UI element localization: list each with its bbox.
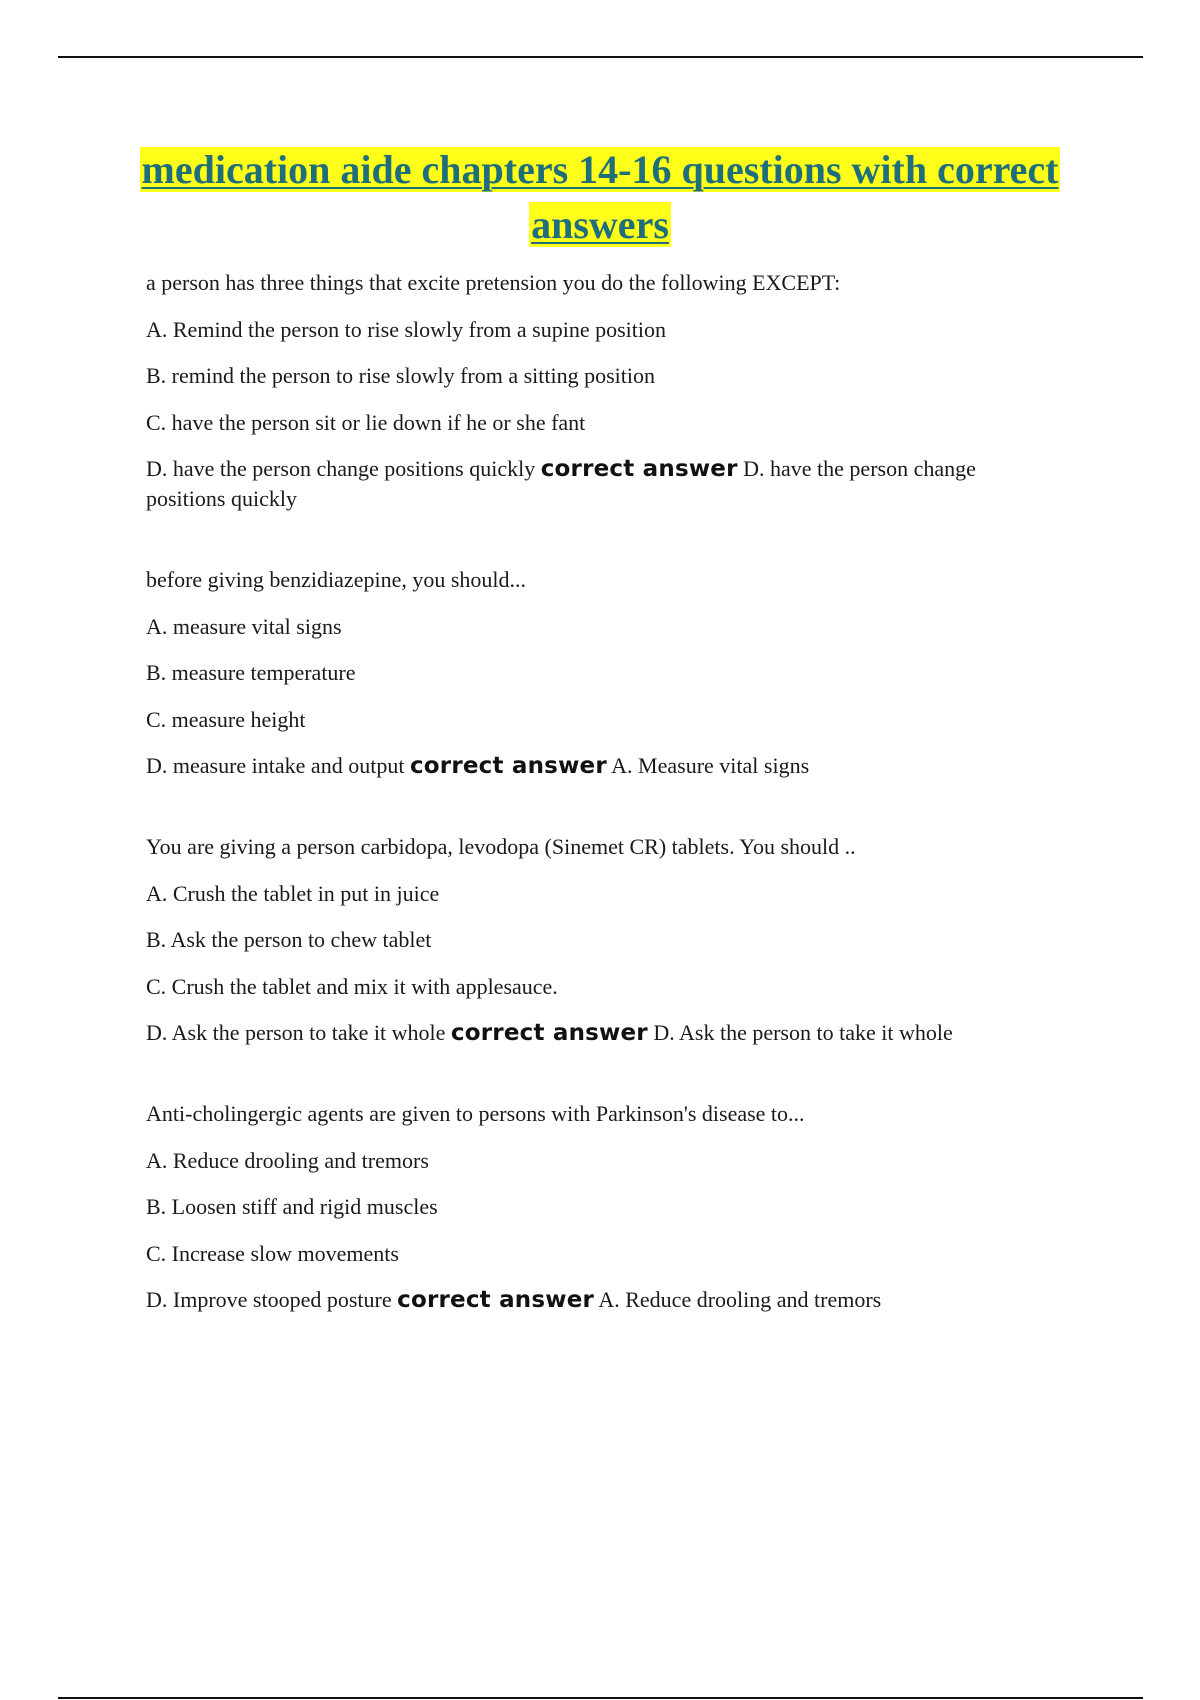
option-d-with-answer — [146, 1018, 1046, 1048]
option-c: C. measure height — [146, 706, 306, 732]
option-d: D. measure intake and output — [146, 753, 405, 778]
option-d-with-answer — [146, 454, 1046, 514]
option-d-with-answer — [146, 1285, 1046, 1315]
option-a: A. Remind the person to rise slowly from a supine position — [146, 316, 666, 342]
option-d: D. Ask the person to take it whole — [146, 1020, 446, 1045]
question-prompt: You are giving a person carbidopa, levodopa (Sinemet CR) tablets. You should .. — [146, 834, 856, 859]
option-a: A. Crush the tablet in put in juice — [146, 880, 440, 906]
option-b: B. Loosen stiff and rigid muscles — [146, 1194, 438, 1219]
option-c: C. have the person sit or lie down if he or she fant — [146, 409, 586, 435]
correct-answer-label: correct answer — [450, 1020, 648, 1046]
title-highlight: medication aide chapters 14-16 questions with correct answers — [141, 147, 1059, 247]
option-d-with-answer — [146, 751, 1046, 781]
option-a: A. measure vital signs — [146, 613, 342, 639]
question-1 — [146, 268, 1046, 514]
answer-text: D. Ask the person to take it whole — [653, 1020, 953, 1045]
option-d: D. Improve stooped posture — [146, 1287, 392, 1312]
question-list — [146, 268, 1046, 1315]
question-2 — [146, 565, 1046, 781]
question-prompt: a person has three things that excite pretension you do the following EXCEPT: — [146, 270, 841, 295]
answer-text: A. Reduce drooling and tremors — [598, 1287, 882, 1312]
answer-text: D. have the person change positions quickly — [146, 456, 976, 511]
header-rule — [58, 56, 1143, 58]
option-d: D. have the person change positions quickly — [146, 456, 536, 481]
option-b: B. Ask the person to chew tablet — [146, 927, 432, 952]
question-3 — [146, 832, 1046, 1048]
correct-answer-label: correct answer — [540, 456, 738, 482]
footer-rule — [58, 1697, 1143, 1699]
correct-answer-label: correct answer — [397, 1287, 595, 1313]
document-title — [120, 142, 1080, 252]
correct-answer-label: correct answer — [409, 753, 607, 779]
question-4 — [146, 1099, 1046, 1315]
option-c: C. Crush the tablet and mix it with applesauce. — [146, 973, 558, 999]
option-b: B. measure temperature — [146, 660, 356, 685]
question-prompt: Anti-cholingergic agents are given to persons with Parkinson's disease to... — [146, 1101, 805, 1126]
option-a: A. Reduce drooling and tremors — [146, 1147, 429, 1173]
option-b: B. remind the person to rise slowly from a sitting position — [146, 363, 656, 388]
option-c: C. Increase slow movements — [146, 1240, 399, 1266]
question-prompt: before giving benzidiazepine, you should... — [146, 567, 527, 592]
document-title-block — [120, 142, 1080, 252]
answer-text: A. Measure vital signs — [611, 753, 810, 778]
